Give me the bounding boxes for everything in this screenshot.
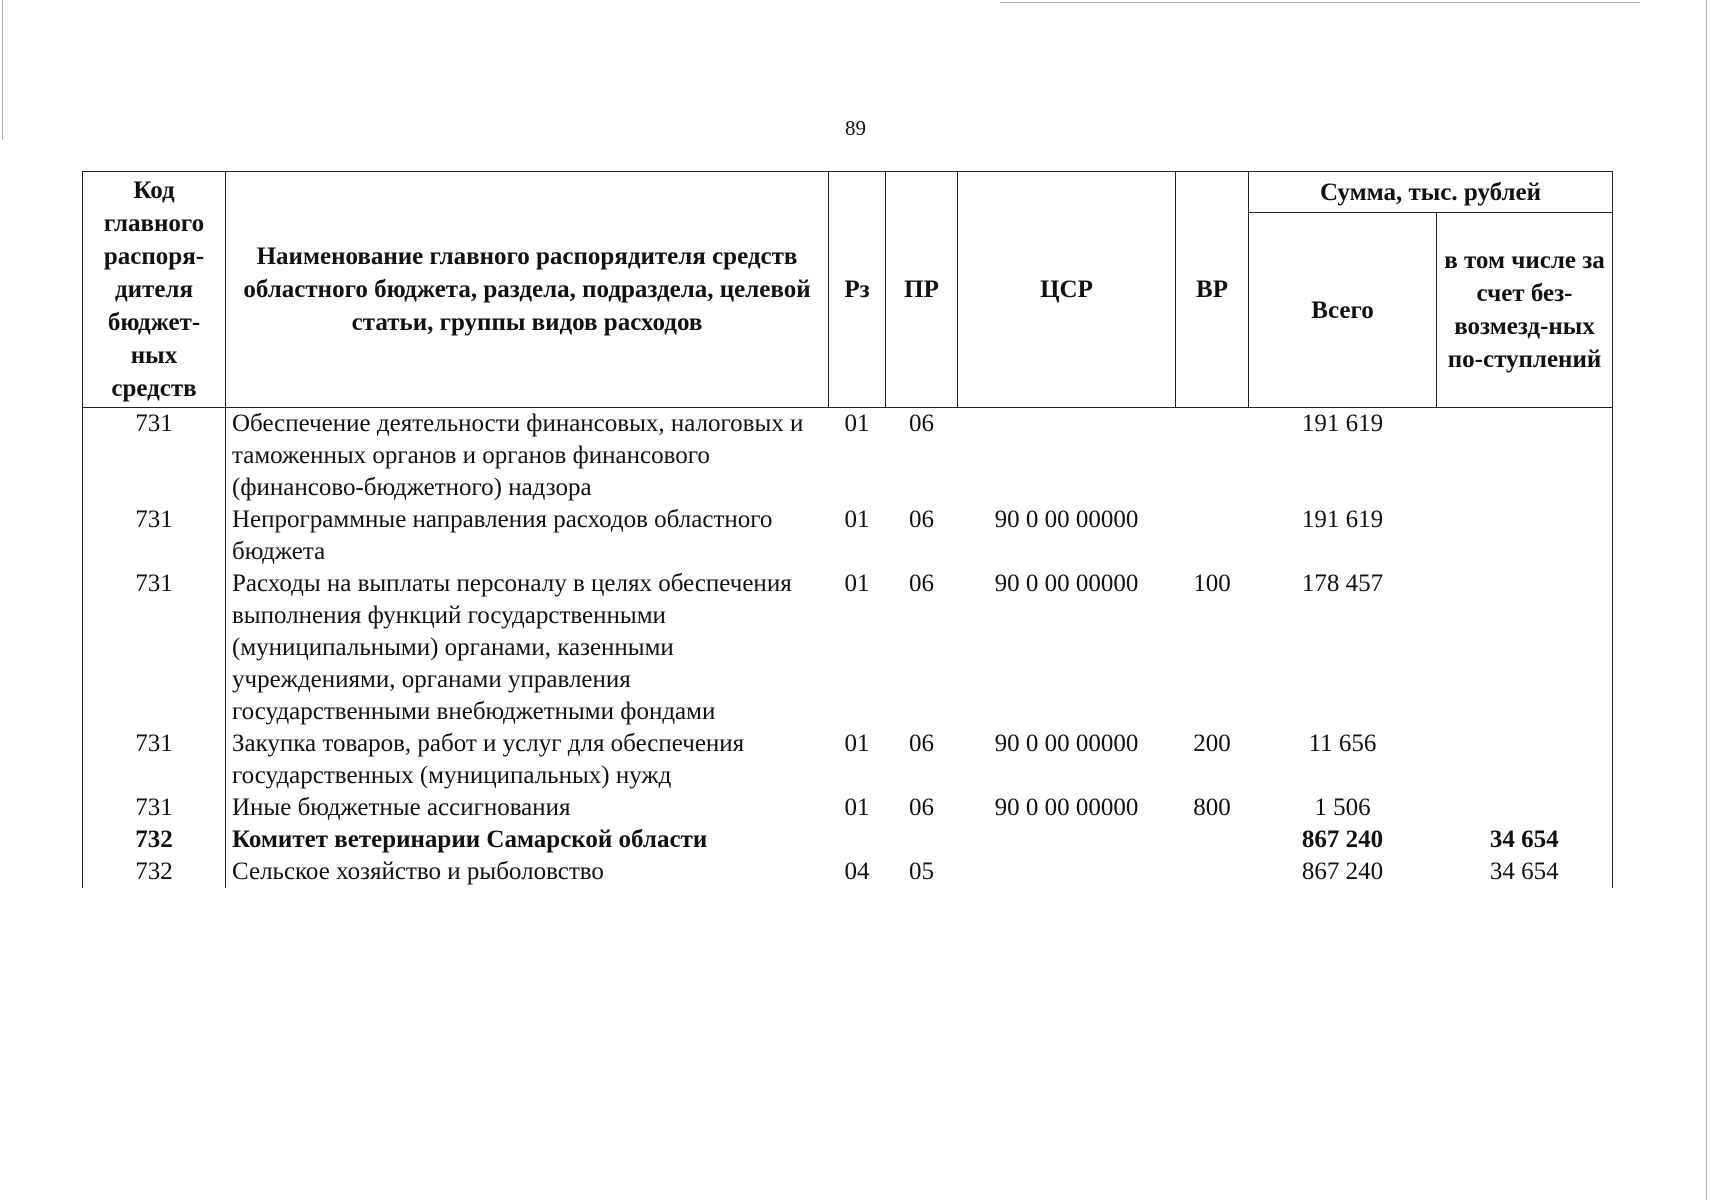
cell-vr: [1176, 824, 1249, 856]
cell-rz: [829, 824, 886, 856]
cell-pr: 06: [909, 410, 934, 437]
cell-code: 732: [83, 824, 226, 856]
header-total: Всего: [1249, 213, 1437, 408]
cell-csr: [958, 824, 1176, 856]
table-row: [83, 568, 1613, 728]
header-name: Наименование главного распорядителя средств областного бюджета, раздела, подраздела, целевой статьи, группы видов расходов: [226, 172, 829, 408]
table-row: [83, 792, 1613, 824]
cell-total: 178 457: [1301, 570, 1384, 597]
cell-total: 867 240: [1301, 858, 1384, 885]
header-free: в том числе за счет без-возмезд-ных по-ступлений: [1437, 213, 1613, 408]
page-number: 89: [845, 116, 866, 140]
cell-total: 1 506: [1314, 794, 1371, 821]
cell-csr: 90 0 00 00000: [994, 794, 1139, 821]
cell-pr: 06: [909, 506, 934, 533]
cell-total: 11 656: [1308, 730, 1377, 757]
cell-name: Закупка товаров, работ и услуг для обеспечения государственных (муниципальных) нужд: [226, 728, 829, 792]
cell-vr: 100: [1193, 570, 1231, 597]
scan-line-right: [1706, 0, 1707, 1200]
cell-name: Непрограммные направления расходов областного бюджета: [226, 504, 829, 568]
cell-free: [1437, 504, 1613, 568]
cell-pr: 05: [909, 858, 934, 885]
cell-code: 732: [83, 856, 226, 888]
cell-vr: 800: [1193, 794, 1231, 821]
cell-total: 191 619: [1301, 506, 1384, 533]
table-row-section: [83, 824, 1613, 856]
cell-pr: [886, 824, 958, 856]
header-vr: ВР: [1176, 172, 1249, 408]
cell-code: 731: [83, 504, 226, 568]
cell-name: Обеспечение деятельности финансовых, налоговых и таможенных органов и органов финансового (финансово-бюджетного) надзора: [226, 408, 829, 505]
cell-vr: [1176, 856, 1249, 888]
cell-csr: 90 0 00 00000: [994, 506, 1139, 533]
cell-name: Иные бюджетные ассигнования: [226, 792, 829, 824]
cell-csr: 90 0 00 00000: [994, 570, 1139, 597]
cell-free: [1437, 568, 1613, 728]
cell-pr: 06: [909, 730, 934, 757]
cell-code: 731: [83, 728, 226, 792]
budget-table: [82, 171, 1613, 888]
table-body: [83, 408, 1613, 889]
cell-total: 867 240: [1301, 826, 1384, 853]
header-code: Код главного распоря-дителя бюджет-ных средств: [83, 172, 226, 408]
cell-vr: [1176, 408, 1249, 505]
cell-rz: 01: [844, 794, 870, 821]
cell-code: 731: [83, 568, 226, 728]
cell-rz: 01: [844, 730, 870, 757]
cell-rz: 01: [844, 410, 870, 437]
cell-pr: 06: [909, 570, 934, 597]
cell-free: [1437, 408, 1613, 505]
cell-name: Сельское хозяйство и рыболовство: [226, 856, 829, 888]
cell-free: [1437, 792, 1613, 824]
cell-pr: 06: [909, 794, 934, 821]
header-rz: Рз: [829, 172, 886, 408]
cell-rz: 04: [844, 858, 870, 885]
cell-vr: [1176, 504, 1249, 568]
cell-csr: [958, 408, 1176, 505]
cell-csr: 90 0 00 00000: [994, 730, 1139, 757]
header-pr: ПР: [886, 172, 958, 408]
cell-vr: 200: [1193, 730, 1231, 757]
cell-free: 34 654: [1437, 856, 1613, 888]
cell-total: 191 619: [1301, 410, 1384, 437]
cell-rz: 01: [844, 570, 870, 597]
cell-rz: 01: [844, 506, 870, 533]
header-sum-group: Сумма, тыс. рублей: [1249, 172, 1613, 213]
cell-code: 731: [83, 408, 226, 505]
cell-free: [1437, 728, 1613, 792]
table-row: [83, 856, 1613, 888]
table-row: [83, 504, 1613, 568]
cell-csr: [958, 856, 1176, 888]
table-row: [83, 408, 1613, 505]
table-row: [83, 728, 1613, 792]
cell-name: Расходы на выплаты персоналу в целях обеспечения выполнения функций государственными (муниципальными) органами, казенными учреждениями, органами управления государственными внебюджетными фондами: [226, 568, 829, 728]
cell-free: 34 654: [1437, 824, 1613, 856]
header-csr: ЦСР: [958, 172, 1176, 408]
cell-name: Комитет ветеринарии Самарской области: [226, 824, 829, 856]
cell-code: 731: [83, 792, 226, 824]
scan-line-top: [1000, 2, 1640, 3]
